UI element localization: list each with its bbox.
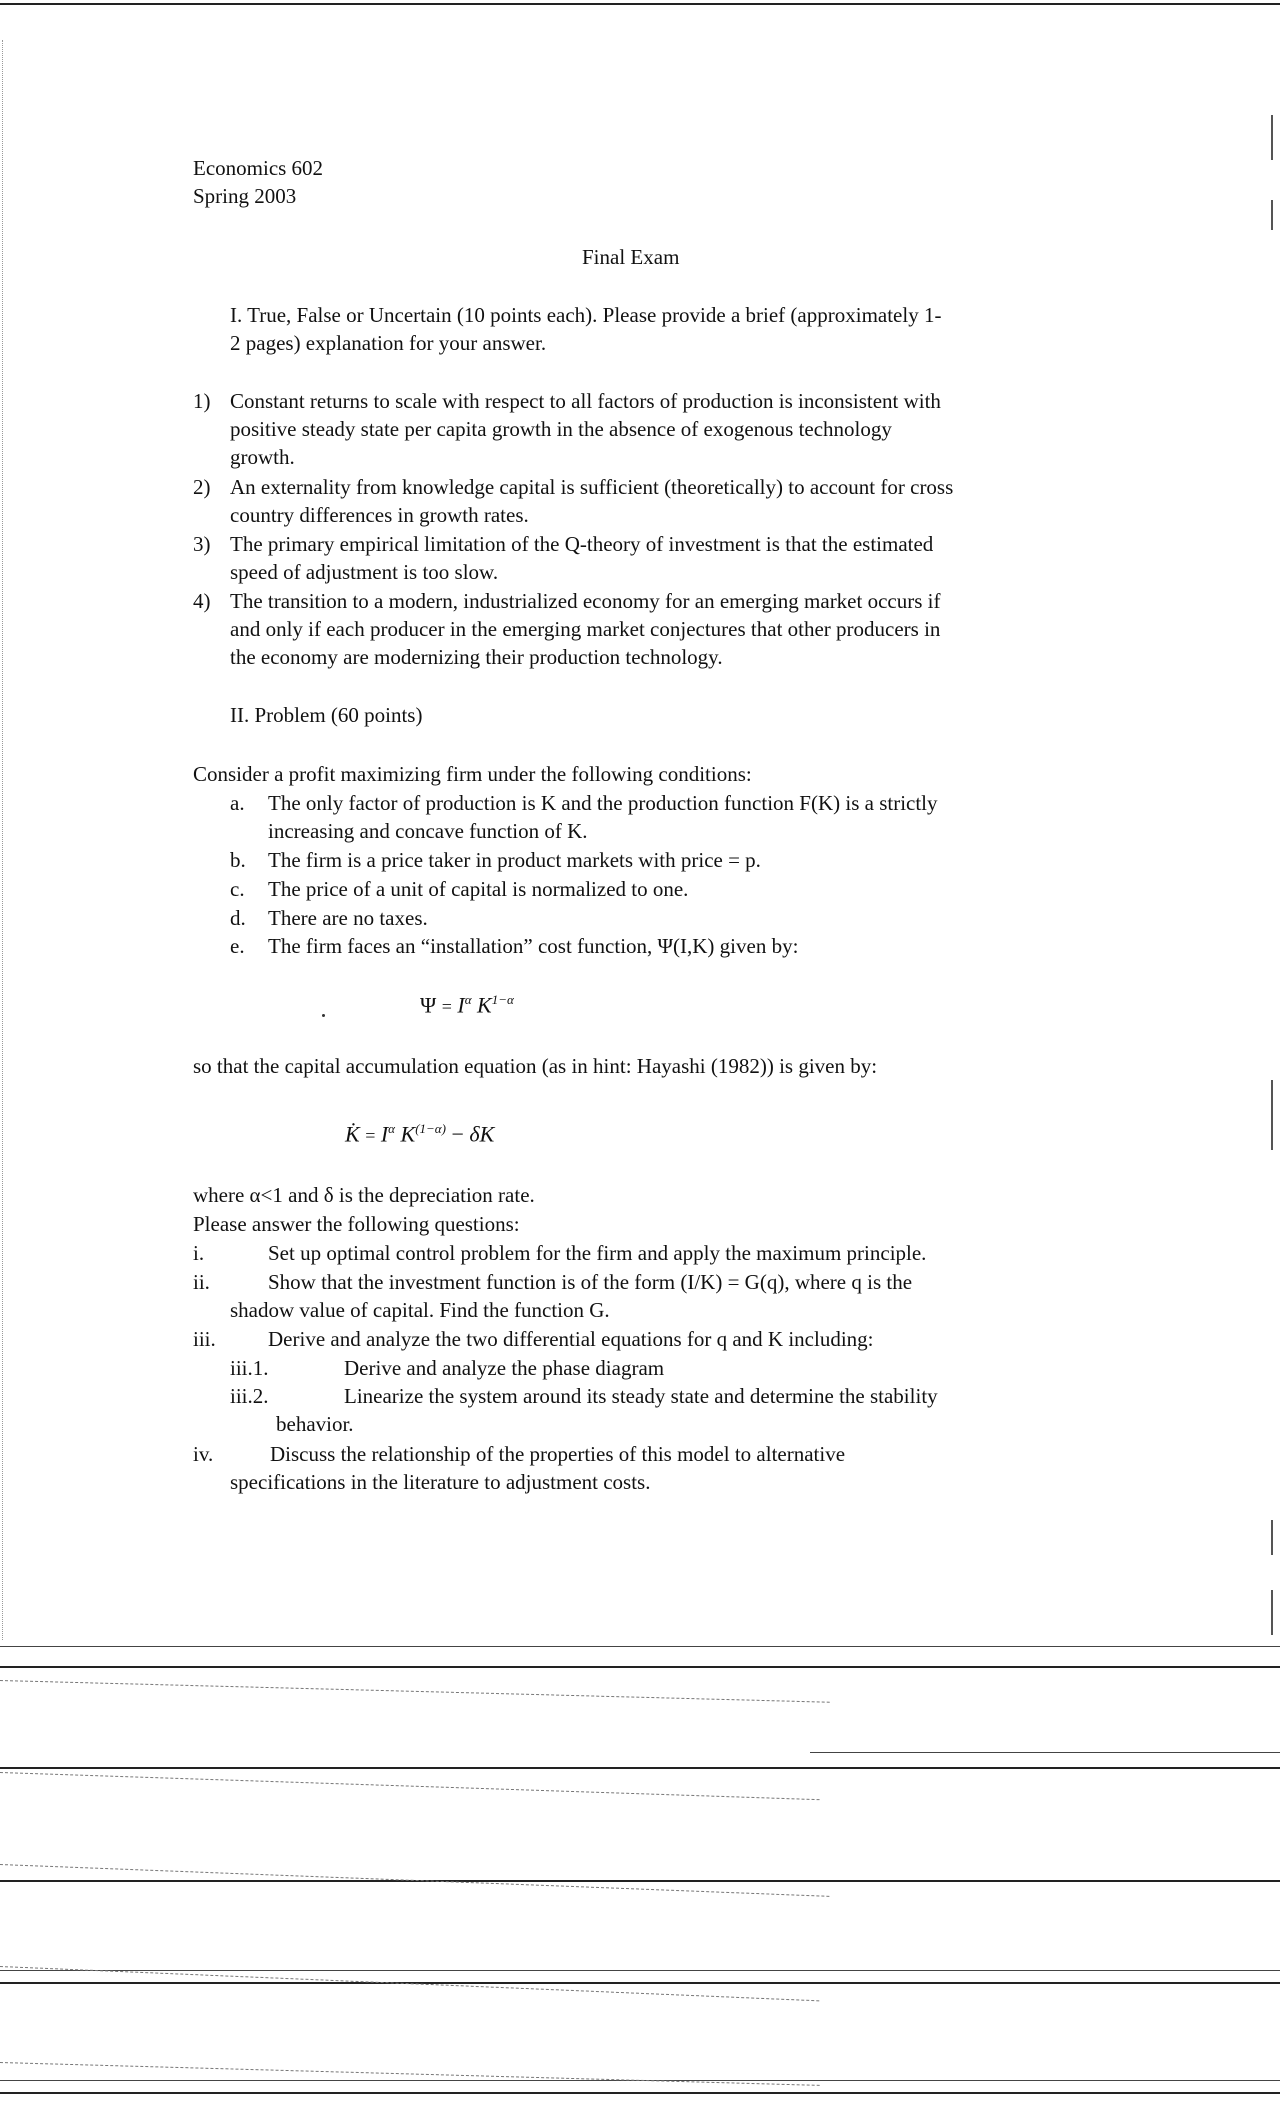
question-iv-line2: specifications in the literature to adjustment costs. (230, 1470, 651, 1494)
condition-d: There are no taxes. (268, 906, 428, 930)
page-edge-dash (0, 2062, 820, 2086)
condition-letter: d. (230, 906, 246, 930)
page-edge-dash (0, 1680, 830, 1703)
question-i-line1: Set up optimal control problem for the firm and apply the maximum principle. (268, 1241, 927, 1265)
question-iii2-line2: behavior. (276, 1412, 354, 1436)
question-1-line1: Constant returns to scale with respect to all factors of production is inconsistent with (230, 389, 941, 413)
condition-c: The price of a unit of capital is normalized to one. (268, 877, 689, 901)
condition-a-line2: increasing and concave function of K. (268, 819, 588, 843)
condition-letter: e. (230, 934, 245, 958)
page-edge-line (0, 1880, 1280, 1882)
page-edge-line (0, 1970, 1280, 1971)
eq2-k: K (400, 1121, 416, 1147)
question-label: ii. (193, 1270, 210, 1294)
stray-dot (322, 1014, 325, 1017)
question-3-line1: The primary empirical limitation of the Q-theory of investment is that the estimated (230, 532, 934, 556)
condition-e: The firm faces an “installation” cost function, Ψ(I,K) given by: (268, 934, 799, 958)
eq1-i-exponent: α (464, 992, 472, 1007)
page-edge-line (0, 1767, 1280, 1769)
part2-intro: Consider a profit maximizing firm under the following conditions: (193, 762, 752, 786)
question-label: i. (193, 1241, 205, 1265)
eq1-equals: = (441, 996, 452, 1017)
question-iii2-line1: Linearize the system around its steady state and determine the stability (344, 1384, 938, 1408)
eq2-lhs: K̇ (345, 1121, 360, 1147)
question-number: 3) (193, 532, 211, 556)
question-4-line1: The transition to a modern, industrialized economy for an emerging market occurs if (230, 589, 941, 613)
installation-cost-equation (420, 992, 514, 1018)
part1-instructions-line2: 2 pages) explanation for your answer. (230, 331, 547, 355)
question-label: iii.1. (230, 1356, 269, 1380)
right-scan-edge-1 (1271, 115, 1273, 160)
right-scan-edge-4 (1271, 1520, 1273, 1555)
eq1-i: I (457, 992, 465, 1018)
question-4-line3: the economy are modernizing their production technology. (230, 645, 723, 669)
right-scan-edge-5 (1271, 1590, 1273, 1635)
question-label: iv. (193, 1442, 214, 1466)
question-number: 2) (193, 475, 211, 499)
condition-letter: c. (230, 877, 245, 901)
question-4-line2: and only if each producer in the emerging market conjectures that other producers in (230, 617, 941, 641)
eq1-lhs: Ψ (420, 992, 437, 1018)
eq2-k-exponent: (1−α) (415, 1121, 446, 1136)
eq2-tail: δK (469, 1121, 495, 1147)
condition-a-line1: The only factor of production is K and the production function F(K) is a strictly (268, 791, 938, 815)
page-edge-line (0, 2092, 1280, 2094)
eq1-k-exponent: 1−α (491, 992, 514, 1007)
question-2-line2: country differences in growth rates. (230, 503, 529, 527)
left-scan-edge (2, 40, 3, 1640)
condition-b: The firm is a price taker in product markets with price = p. (268, 848, 761, 872)
question-iii1-line1: Derive and analyze the phase diagram (344, 1356, 665, 1380)
course-name: Economics 602 (193, 156, 324, 180)
right-scan-edge-3 (1271, 1080, 1273, 1150)
question-1-line2: positive steady state per capita growth in the absence of exogenous technology (230, 417, 892, 441)
condition-letter: a. (230, 791, 245, 815)
question-ii-line1: Show that the investment function is of the form (I/K) = G(q), where q is the (268, 1270, 913, 1294)
capital-accumulation-equation (345, 1121, 494, 1147)
eq1-k: K (477, 992, 492, 1018)
where-text: where α<1 and δ is the depreciation rate. (193, 1183, 535, 1207)
eq2-i-exponent: α (388, 1121, 395, 1136)
question-iv-line1: Discuss the relationship of the properties of this model to alternative (270, 1442, 846, 1466)
eq2-minus: − (451, 1121, 464, 1147)
part2-heading: II. Problem (60 points) (230, 703, 423, 727)
question-iii-line1: Derive and analyze the two differential equations for q and K including: (268, 1327, 874, 1351)
question-number: 1) (193, 389, 211, 413)
eq2-i: I (380, 1121, 389, 1147)
course-term: Spring 2003 (193, 184, 297, 208)
exam-title: Final Exam (582, 245, 680, 269)
question-number: 4) (193, 589, 211, 613)
please-answer-text: Please answer the following questions: (193, 1212, 520, 1236)
right-scan-edge-2 (1271, 200, 1273, 230)
page-edge-line (0, 1982, 1280, 1984)
part1-instructions-line1: I. True, False or Uncertain (10 points each). Please provide a brief (approximately 1- (230, 303, 942, 327)
accumulation-text: so that the capital accumulation equation (as in hint: Hayashi (1982)) is given by: (193, 1054, 878, 1078)
page-edge-line (0, 1646, 1280, 1647)
top-scan-rule (0, 3, 1280, 5)
eq2-equals: = (365, 1125, 376, 1146)
question-3-line2: speed of adjustment is too slow. (230, 560, 499, 584)
page-edge-dash (0, 1772, 820, 1800)
question-1-line3: growth. (230, 445, 295, 469)
question-label: iii.2. (230, 1384, 269, 1408)
page-edge-line (0, 1666, 1280, 1668)
question-ii-line2: shadow value of capital. Find the function G. (230, 1298, 610, 1322)
question-2-line1: An externality from knowledge capital is sufficient (theoretically) to account for cross (230, 475, 954, 499)
question-label: iii. (193, 1327, 216, 1351)
page-edge-line (810, 1752, 1280, 1753)
condition-letter: b. (230, 848, 246, 872)
